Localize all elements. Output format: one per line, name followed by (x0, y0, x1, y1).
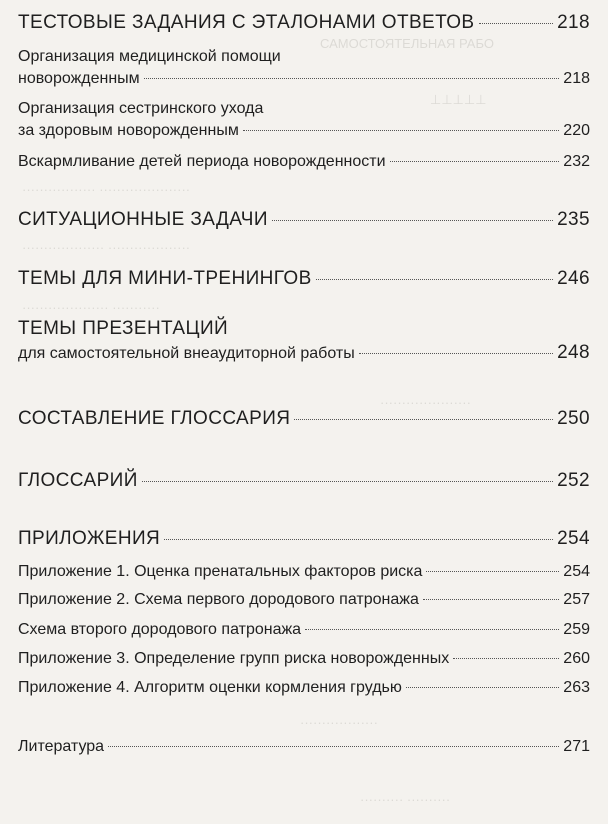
page-number: 246 (557, 268, 590, 289)
page-number: 248 (557, 342, 590, 363)
dot-leader (305, 629, 559, 630)
dot-leader (423, 599, 559, 600)
show-through-text: ⊥⊥⊥⊥⊥ (430, 92, 487, 107)
toc-section-mini-trainings[interactable] (18, 268, 590, 290)
dot-leader (243, 130, 559, 131)
item-title: Приложение 3. Определение групп риска новорожденных (18, 650, 450, 667)
toc-section-presentations[interactable] (18, 318, 590, 365)
toc-item-appendix-4[interactable] (18, 677, 590, 699)
dot-leader (108, 746, 559, 747)
toc-item-nursing-care[interactable] (18, 98, 590, 142)
show-through-text: ···················· ··········· (22, 300, 160, 315)
page-number: 250 (557, 408, 590, 429)
item-title-line2: за здоровым новорожденным (18, 122, 239, 139)
dot-leader (316, 279, 553, 280)
page-number: 232 (563, 153, 590, 170)
item-title: Приложение 4. Алгоритм оценки кормления грудью (18, 679, 402, 696)
item-title: Вскармливание детей периода новорожденности (18, 153, 386, 170)
toc-section-test-tasks[interactable] (18, 12, 590, 34)
page-number: 254 (563, 563, 590, 580)
section-subtitle: для самостоятельной внеаудиторной работы (18, 345, 355, 362)
page-number: 271 (563, 738, 590, 755)
dot-leader (479, 23, 554, 24)
item-title-line1: Организация медицинской помощи (18, 48, 281, 65)
show-through-text: ·················· (300, 715, 378, 730)
toc-section-literature[interactable] (18, 736, 590, 758)
page-number: 218 (563, 70, 590, 87)
toc-item-feeding[interactable] (18, 151, 590, 173)
dot-leader (406, 687, 559, 688)
show-through-text: ··················· ··················· (22, 240, 191, 255)
section-title: СИТУАЦИОННЫЕ ЗАДАЧИ (18, 209, 268, 230)
dot-leader (453, 658, 559, 659)
dot-leader (390, 161, 560, 162)
page-number: 263 (563, 679, 590, 696)
page-number: 254 (557, 528, 590, 549)
page-number: 252 (557, 470, 590, 491)
page-number: 220 (563, 122, 590, 139)
item-title-line1: Организация сестринского ухода (18, 100, 264, 117)
page-number: 235 (557, 209, 590, 230)
toc-section-situational-tasks[interactable] (18, 209, 590, 231)
show-through-text: САМОСТОЯТЕЛЬНАЯ РАБО (320, 36, 494, 51)
toc-item-appendix-1[interactable] (18, 561, 590, 583)
toc-section-glossary[interactable] (18, 470, 590, 492)
page-number: 259 (563, 621, 590, 638)
section-title: ТЕСТОВЫЕ ЗАДАНИЯ С ЭТАЛОНАМИ ОТВЕТОВ (18, 12, 475, 33)
toc-item-second-visit[interactable] (18, 619, 590, 641)
dot-leader (272, 220, 553, 221)
dot-leader (294, 419, 553, 420)
page-number: 257 (563, 591, 590, 608)
toc-section-glossary-making[interactable] (18, 408, 590, 430)
dot-leader (164, 539, 553, 540)
item-title: Приложение 2. Схема первого дородового патронажа (18, 591, 419, 608)
item-title-line2: новорожденным (18, 70, 140, 87)
page-number: 260 (563, 650, 590, 667)
show-through-text: ················· ····················· (22, 182, 191, 197)
toc-section-appendices[interactable] (18, 528, 590, 550)
section-title: ТЕМЫ ДЛЯ МИНИ-ТРЕНИНГОВ (18, 268, 312, 289)
section-title: ГЛОССАРИЙ (18, 470, 138, 491)
section-title: ТЕМЫ ПРЕЗЕНТАЦИЙ (18, 318, 229, 339)
show-through-text: ·········· ·········· (360, 792, 451, 807)
show-through-text: ····················· (380, 395, 471, 410)
toc-item-medical-care[interactable] (18, 46, 590, 90)
section-title: ПРИЛОЖЕНИЯ (18, 528, 161, 549)
dot-leader (142, 481, 553, 482)
item-title: Приложение 1. Оценка пренатальных факторов риска (18, 563, 423, 580)
toc-item-appendix-2[interactable] (18, 589, 590, 611)
dot-leader (144, 78, 560, 79)
page-number: 218 (557, 12, 590, 33)
item-title: Схема второго дородового патронажа (18, 621, 302, 638)
toc-item-appendix-3[interactable] (18, 648, 590, 670)
dot-leader (359, 353, 553, 354)
section-title: Литература (18, 738, 105, 755)
section-title: СОСТАВЛЕНИЕ ГЛОССАРИЯ (18, 408, 291, 429)
dot-leader (426, 571, 559, 572)
